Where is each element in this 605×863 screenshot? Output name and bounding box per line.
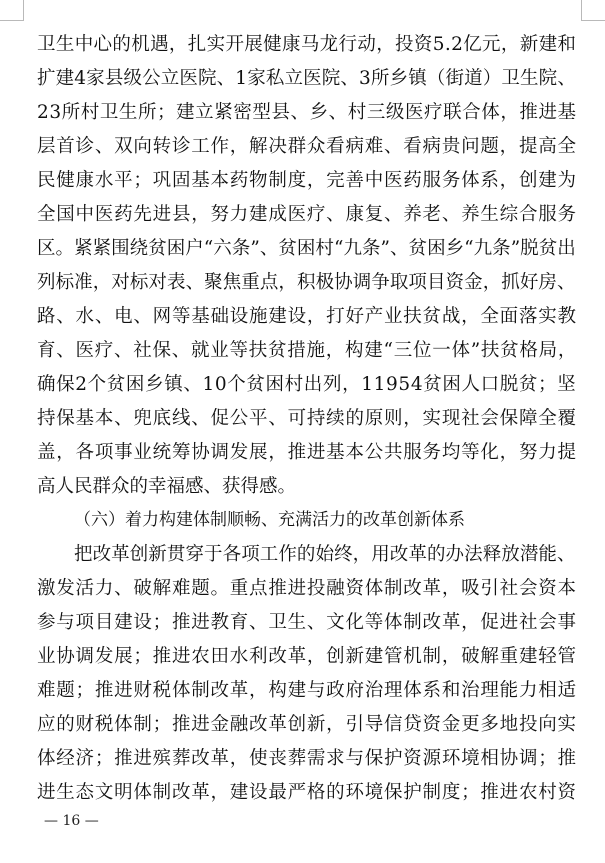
body-line: 全国中医药先进县，努力建成医疗、康复、养老、养生综合服务: [37, 204, 577, 225]
body-line: 层首诊、双向转诊工作，解决群众看病难、看病贵问题，提高全: [37, 136, 577, 157]
page-number: — 16 —: [44, 813, 99, 829]
body-line: 应的财税体制；推进金融改革创新，引导信贷资金更多地投向实: [37, 714, 577, 735]
body-line: 确保2个贫困乡镇、10个贫困村出列，11954贫困人口脱贫；坚: [37, 374, 577, 395]
body-line: 区。紧紧围绕贫困户“六条”、贫困村“九条”、贫困乡“九条”脱贫出: [37, 238, 576, 259]
body-line: 路、水、电、网等基础设施建设，打好产业扶贫战，全面落实教: [37, 306, 577, 327]
body-line: 持保基本、兜底线、促公平、可持续的原则，实现社会保障全覆: [37, 408, 577, 429]
section-heading: （六）着力构建体制顺畅、充满活力的改革创新体系: [74, 510, 465, 530]
body-line: 民健康水平；巩固基本药物制度，完善中医药服务体系，创建为: [37, 170, 577, 191]
body-line: 卫生中心的机遇，扎实开展健康马龙行动，投资5.2亿元，新建和: [37, 34, 577, 55]
body-line: 体经济；推进殡葬改革，使丧葬需求与保护资源环境相协调；推: [37, 748, 577, 769]
body-line: 育、医疗、社保、就业等扶贫措施，构建“三位一体”扶贫格局，: [37, 340, 578, 361]
body-line: 列标准，对标对表、聚焦重点，积极协调争取项目资金，抓好房、: [37, 272, 576, 293]
body-line: 激发活力、破解难题。重点推进投融资体制改革，吸引社会资本: [37, 578, 577, 599]
body-line: 扩建4家县级公立医院、1家私立医院、3所乡镇（街道）卫生院、: [37, 68, 576, 89]
body-line: 盖，各项事业统筹协调发展，推进基本公共服务均等化，努力提: [37, 442, 577, 463]
body-line: 业协调发展；推进农田水利改革，创新建管机制，破解重建轻管: [37, 646, 577, 667]
body-line: 高人民群众的幸福感、获得感。: [37, 476, 297, 497]
body-line: 进生态文明体制改革，建设最严格的环境保护制度；推进农村资: [37, 782, 577, 803]
body-line: 把改革创新贯穿于各项工作的始终，用改革的办法释放潜能、: [74, 544, 576, 565]
body-line: 23所村卫生所；建立紧密型县、乡、村三级医疗联合体，推进基: [37, 102, 577, 123]
body-line: 参与项目建设；推进教育、卫生、文化等体制改革，促进社会事: [37, 612, 577, 633]
body-line: 难题；推进财税体制改革，构建与政府治理体系和治理能力相适: [37, 680, 577, 701]
